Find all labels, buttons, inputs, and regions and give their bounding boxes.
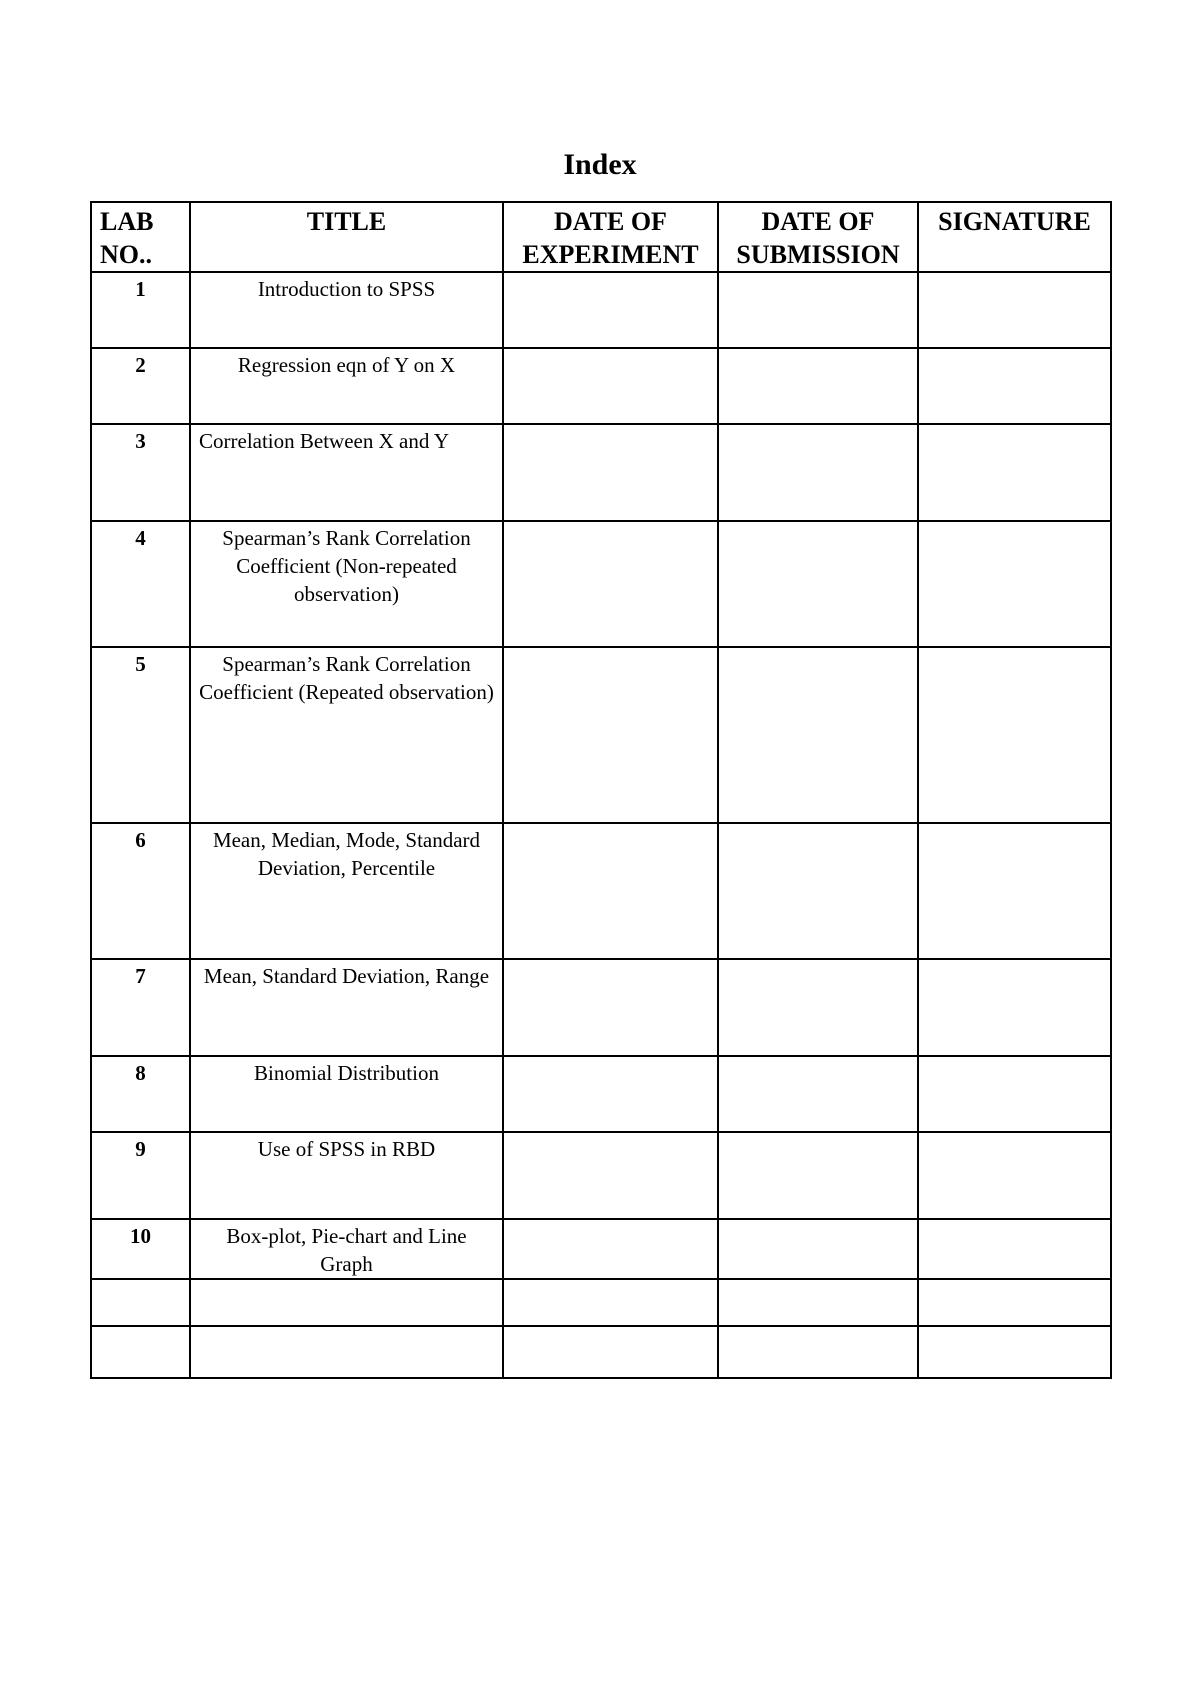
signature-cell xyxy=(918,272,1111,348)
title-cell: Binomial Distribution xyxy=(190,1056,503,1132)
date-of-experiment-cell xyxy=(503,272,718,348)
date-of-submission-cell xyxy=(718,823,918,959)
table-row xyxy=(91,1056,1111,1132)
title-cell: Spearman’s Rank Correlation Coefficient (Non-repeated observation) xyxy=(190,521,503,647)
date-of-experiment-cell xyxy=(503,959,718,1056)
signature-cell xyxy=(918,348,1111,424)
lab-no-cell xyxy=(91,1326,190,1378)
index-table xyxy=(90,201,1112,1379)
table-row xyxy=(91,959,1111,1056)
page-title: Index xyxy=(563,148,637,181)
date-of-submission-cell xyxy=(718,1219,918,1279)
date-of-experiment-cell xyxy=(503,1219,718,1279)
date-of-submission-cell xyxy=(718,521,918,647)
date-of-submission-cell xyxy=(718,424,918,521)
title-cell: Use of SPSS in RBD xyxy=(190,1132,503,1219)
date-of-experiment-cell xyxy=(503,348,718,424)
date-of-submission-cell xyxy=(718,959,918,1056)
lab-no-cell: 1 xyxy=(91,272,190,348)
date-of-experiment-cell xyxy=(503,1326,718,1378)
lab-no-cell: 5 xyxy=(91,647,190,823)
table-row xyxy=(91,521,1111,647)
header-date-of-submission: DATE OF SUBMISSION xyxy=(718,202,918,272)
date-of-experiment-cell xyxy=(503,1056,718,1132)
header-date-of-experiment: DATE OF EXPERIMENT xyxy=(503,202,718,272)
date-of-experiment-cell xyxy=(503,1279,718,1326)
lab-no-cell: 2 xyxy=(91,348,190,424)
date-of-experiment-cell xyxy=(503,647,718,823)
lab-no-cell: 3 xyxy=(91,424,190,521)
table-row xyxy=(91,1219,1111,1279)
date-of-experiment-cell xyxy=(503,1132,718,1219)
title-cell: Mean, Median, Mode, Standard Deviation, Percentile xyxy=(190,823,503,959)
date-of-submission-cell xyxy=(718,1056,918,1132)
date-of-experiment-cell xyxy=(503,424,718,521)
title-cell: Spearman’s Rank Correlation Coefficient (Repeated observation) xyxy=(190,647,503,823)
date-of-submission-cell xyxy=(718,272,918,348)
table-row xyxy=(91,424,1111,521)
signature-cell xyxy=(918,823,1111,959)
lab-no-cell: 7 xyxy=(91,959,190,1056)
lab-no-cell: 8 xyxy=(91,1056,190,1132)
lab-no-cell: 4 xyxy=(91,521,190,647)
header-title: TITLE xyxy=(190,202,503,272)
header-signature: SIGNATURE xyxy=(918,202,1111,272)
table-row xyxy=(91,647,1111,823)
lab-no-cell: 6 xyxy=(91,823,190,959)
signature-cell xyxy=(918,1132,1111,1219)
signature-cell xyxy=(918,959,1111,1056)
date-of-submission-cell xyxy=(718,1132,918,1219)
table-row xyxy=(91,823,1111,959)
date-of-experiment-cell xyxy=(503,521,718,647)
title-cell: Regression eqn of Y on X xyxy=(190,348,503,424)
signature-cell xyxy=(918,521,1111,647)
title-cell: Correlation Between X and Y xyxy=(190,424,503,521)
date-of-submission-cell xyxy=(718,647,918,823)
signature-cell xyxy=(918,1056,1111,1132)
signature-cell xyxy=(918,1279,1111,1326)
table-row xyxy=(91,348,1111,424)
lab-no-cell xyxy=(91,1279,190,1326)
signature-cell xyxy=(918,1326,1111,1378)
table-row xyxy=(91,1326,1111,1378)
lab-no-cell: 10 xyxy=(91,1219,190,1279)
title-cell xyxy=(190,1279,503,1326)
table-row xyxy=(91,1132,1111,1219)
lab-no-cell: 9 xyxy=(91,1132,190,1219)
date-of-submission-cell xyxy=(718,348,918,424)
title-cell: Mean, Standard Deviation, Range xyxy=(190,959,503,1056)
date-of-submission-cell xyxy=(718,1279,918,1326)
signature-cell xyxy=(918,1219,1111,1279)
header-lab-no: LAB NO.. xyxy=(91,202,190,272)
title-cell xyxy=(190,1326,503,1378)
signature-cell xyxy=(918,647,1111,823)
table-row xyxy=(91,272,1111,348)
date-of-experiment-cell xyxy=(503,823,718,959)
header-row xyxy=(91,202,1111,272)
date-of-submission-cell xyxy=(718,1326,918,1378)
signature-cell xyxy=(918,424,1111,521)
title-cell: Introduction to SPSS xyxy=(190,272,503,348)
title-cell: Box-plot, Pie-chart and Line Graph xyxy=(190,1219,503,1279)
table-row xyxy=(91,1279,1111,1326)
